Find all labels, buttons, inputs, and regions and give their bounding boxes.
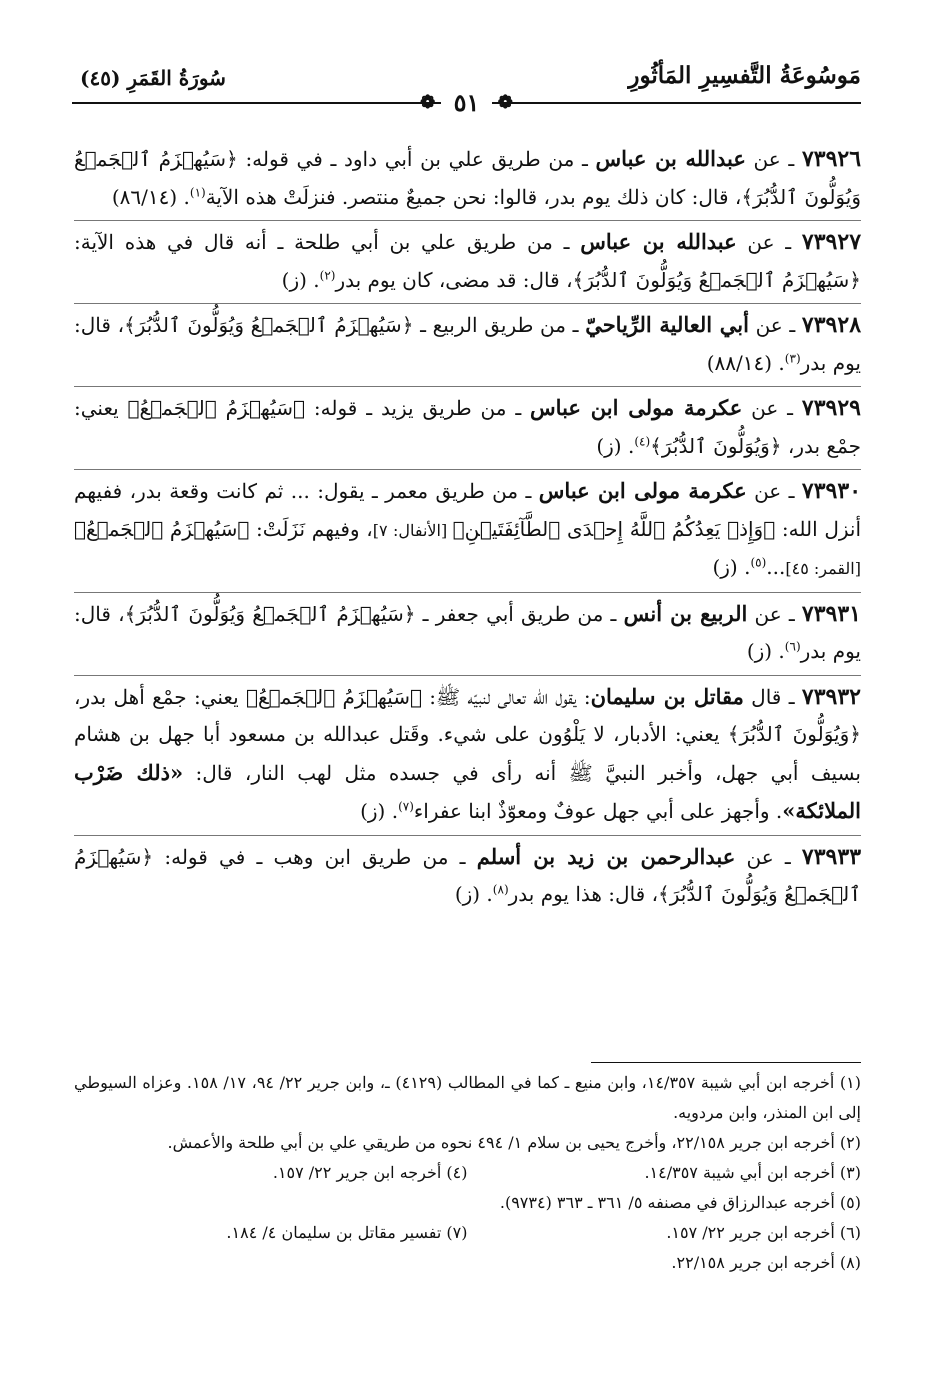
narrator-name: أبي العالية الرِّياحيّ (585, 312, 749, 337)
footnote: (٧) تفسير مقاتل بن سليمان ٤/ ١٨٤. (226, 1223, 468, 1242)
narration-text: ـ من طريق معمر ـ يقول: ... ثم كانت وقعة بدر، ففيهم أنزل الله: (74, 479, 862, 541)
narration-number: ٧٣٩٢٧ (801, 229, 862, 255)
narrator-name: عكرمة مولى ابن عباس (530, 395, 743, 420)
narration-source: . (ز) (596, 433, 635, 458)
narration-text: يعني: الأدبار، لا يَلْوُون على شيء. وقَتل عبدالله بن مسعود أبا جهل بن هشام بسيف أبي جهل، وأخبر النبيَّ ﷺ أنه رأى في جسده مثل لهب النار، قال: (74, 722, 861, 785)
narration-text: ـ من طريق علي بن أبي طلحة ـ أنه قال في هذه الآية: (74, 230, 581, 254)
narration-text: ـ عن (745, 147, 795, 171)
verse-reference: [القمر: ٤٥] (785, 559, 861, 578)
narration-text: ـ عن (735, 844, 791, 869)
narration-text: ـ من طريق الربيع ـ (413, 313, 586, 337)
narration-text: ... (766, 555, 786, 579)
hadith-quote: «ذلك ضَرْب الملائكة» (74, 759, 861, 823)
quran-verse: ﴿وَيُوَلُّونَ ٱلدُّبُرَ﴾ (650, 433, 782, 458)
narration-text: ، قال: كان ذلك يوم بدر، قالوا: نحن جميعٌ منتصر. فنزلَتْ هذه الآية (205, 184, 742, 209)
quran-verse: ﴿سَيُهۡزَمُ ٱلۡجَمۡعُ وَيُوَلُّونَ ٱلدُّبُرَ﴾ (74, 147, 861, 209)
footnote-row (74, 1218, 861, 1248)
narration-number: ٧٣٩٢٦ (801, 146, 862, 172)
footnote-ref: (٣) (784, 350, 801, 365)
narration-entry (74, 592, 861, 675)
footnote: (٦) أخرجه ابن جرير ٢٢/ ١٥٧. (666, 1223, 861, 1242)
verse-reference: [الأنفال: ٧] (372, 520, 453, 540)
narrator-name: عبدالرحمن بن زيد بن أسلم (476, 843, 736, 869)
narration-source: . (٨٨/١٤) (706, 350, 785, 375)
narration-text: ، قال: يوم بدر (74, 601, 861, 663)
footnote-ref: (٢) (319, 267, 336, 282)
quran-verse: ﴿سَيُهۡزَمُ ٱلۡجَمۡعُ وَيُوَلُّونَ ٱلدُّبُرَ﴾ (74, 844, 861, 906)
narration-text: ـ عن (748, 313, 796, 337)
footnotes-section (74, 1068, 861, 1278)
narration-text: ـ عن (742, 396, 794, 420)
narration-text: ـ عن (736, 230, 792, 254)
narration-source: . (ز) (281, 267, 320, 292)
quran-verse: ﴿سَيُهۡزَمُ ٱلۡجَمۡعُ وَيُوَلُّونَ ٱلدُّبُرَ﴾ (124, 601, 416, 626)
ornament-icon: ❁ (420, 92, 436, 113)
footnote: (١) أخرجه ابن أبي شيبة ١٤/٣٥٧، وابن منيع ـ كما في المطالب (٤١٢٩) ـ، وابن جرير ٢٢/ ٩٤، ١٧/ ١٥٨. وعزاه السيوطي إلى ابن المنذر، وابن مردويه. (74, 1073, 862, 1122)
footnote: (٣) أخرجه ابن أبي شيبة ١٤/٣٥٧. (644, 1163, 861, 1182)
narration-text: ـ عن (746, 479, 795, 503)
narration-source: . (٨٦/١٤) (111, 184, 190, 209)
narration-entry (74, 835, 861, 918)
footnote-row (74, 1158, 861, 1188)
footnote-ref: (٤) (634, 433, 651, 448)
quran-verse: ﴿سَيُهۡزَمُ ٱلۡجَمۡعُ﴾ (245, 684, 422, 709)
narration-text: ـ من طريق يزيد ـ قوله: (305, 396, 531, 420)
narration-number: ٧٣٩٣٠ (801, 478, 862, 504)
narration-number: ٧٣٩٣١ (801, 600, 861, 627)
quran-verse: ﴿سَيُهۡزَمُ ٱلۡجَمۡعُ﴾ (74, 516, 250, 541)
quran-verse: ﴿وَإِذۡ يَعِدُكُمُ ٱللَّهُ إِحۡدَى ٱلطَّآئِفَتَيۡنِ﴾ (452, 516, 776, 541)
narration-entry (74, 140, 861, 220)
narration-number: ٧٣٩٢٨ (801, 312, 862, 338)
narration-number: ٧٣٩٣٣ (801, 843, 862, 870)
narration-number: ٧٣٩٣٢ (801, 683, 861, 710)
narrator-name: عبدالله بن عباس (580, 229, 737, 254)
narrator-name: عكرمة مولى ابن عباس (538, 478, 747, 503)
ornament-icon: ❁ (497, 92, 513, 113)
narration-number: ٧٣٩٢٩ (801, 395, 861, 421)
footnote-divider (591, 1062, 861, 1063)
footnote-ref: (١) (189, 184, 206, 199)
narration-source: . (ز) (360, 799, 399, 823)
narration-entry (74, 675, 861, 835)
book-title: مَوسُوعَةُ التَّفسِيرِ المَأثُورِ (628, 62, 861, 89)
narration-text: ، قال: قد مضى، كان يوم بدر (335, 267, 573, 292)
narration-source: . (ز) (712, 555, 751, 579)
narration-entry (74, 386, 861, 469)
footnote-ref: (٦) (784, 639, 801, 654)
narration-entry (74, 220, 861, 303)
page-number: ٥١ (453, 88, 480, 117)
narration-text: . وأجهز على أبي جهل عوفٌ ومعوّذٌ ابنا عفراء (413, 799, 783, 823)
narration-source: . (ز) (746, 639, 785, 663)
footnote-ref: (٥) (750, 555, 767, 570)
narrator-name: الربيع بن أنس (623, 600, 748, 626)
narration-entry (74, 303, 861, 386)
narration-text: يعني: جمْع أهل بدر، (74, 684, 246, 709)
quran-verse: ﴿سَيُهۡزَمُ ٱلۡجَمۡعُ﴾ (127, 396, 306, 420)
narration-text: ، قال: يوم بدر (74, 313, 861, 375)
narration-text: يعني: جمْع بدر، (74, 396, 861, 458)
narrator-name: مقاتل بن سليمان (590, 683, 744, 709)
footnote: (٥) أخرجه عبدالرزاق في مصنفه ٥/ ٣٦١ ـ ٣٦٣ (٩٧٣٤). (499, 1193, 861, 1212)
page-number-block (72, 86, 861, 117)
quran-verse: ﴿سَيُهۡزَمُ ٱلۡجَمۡعُ وَيُوَلُّونَ ٱلدُّبُرَ﴾ (124, 313, 414, 337)
footnote: (٢) أخرجه ابن جرير ٢٢/١٥٨، وأخرج يحيى بن سلام ١/ ٤٩٤ نحوه من طريقي علي بن أبي طلحة والأعمش. (167, 1133, 861, 1152)
footnote: (٤) أخرجه ابن جرير ٢٢/ ١٥٧. (272, 1163, 468, 1182)
main-text (74, 140, 861, 918)
narration-source: . (ز) (454, 882, 493, 906)
narration-text: : يقول الله تعالى لنبيّه ﷺ: (421, 684, 591, 709)
narration-text: ـ قال (743, 684, 795, 709)
surah-label: سُورَةُ القَمَرِ (٤٥) (80, 66, 226, 90)
narration-text: ، وفيهم نَزَلَتْ: (249, 516, 373, 541)
page-header (72, 56, 861, 126)
narration-text: ـ من طريق ابن وهب ـ في قوله: (153, 844, 477, 869)
quran-verse: ﴿سَيُهۡزَمُ ٱلۡجَمۡعُ وَيُوَلُّونَ ٱلدُّبُرَ﴾ (572, 267, 861, 292)
narration-text: ـ من طريق أبي جعفر ـ (415, 601, 624, 626)
narration-text: ـ عن (747, 601, 795, 626)
narration-text: ـ من طريق علي بن أبي داود ـ في قوله: (237, 147, 596, 171)
footnote: (٨) أخرجه ابن جرير ٢٢/١٥٨. (671, 1253, 861, 1272)
footnote-ref: (٨) (492, 882, 509, 897)
narrator-name: عبدالله بن عباس (595, 146, 746, 171)
quran-verse: ﴿وَيُوَلُّونَ ٱلدُّبُرَ﴾ (727, 722, 861, 746)
narration-text: ، قال: هذا يوم بدر (508, 882, 659, 906)
narration-entry (74, 469, 861, 592)
footnote-ref: (٧) (398, 799, 414, 814)
